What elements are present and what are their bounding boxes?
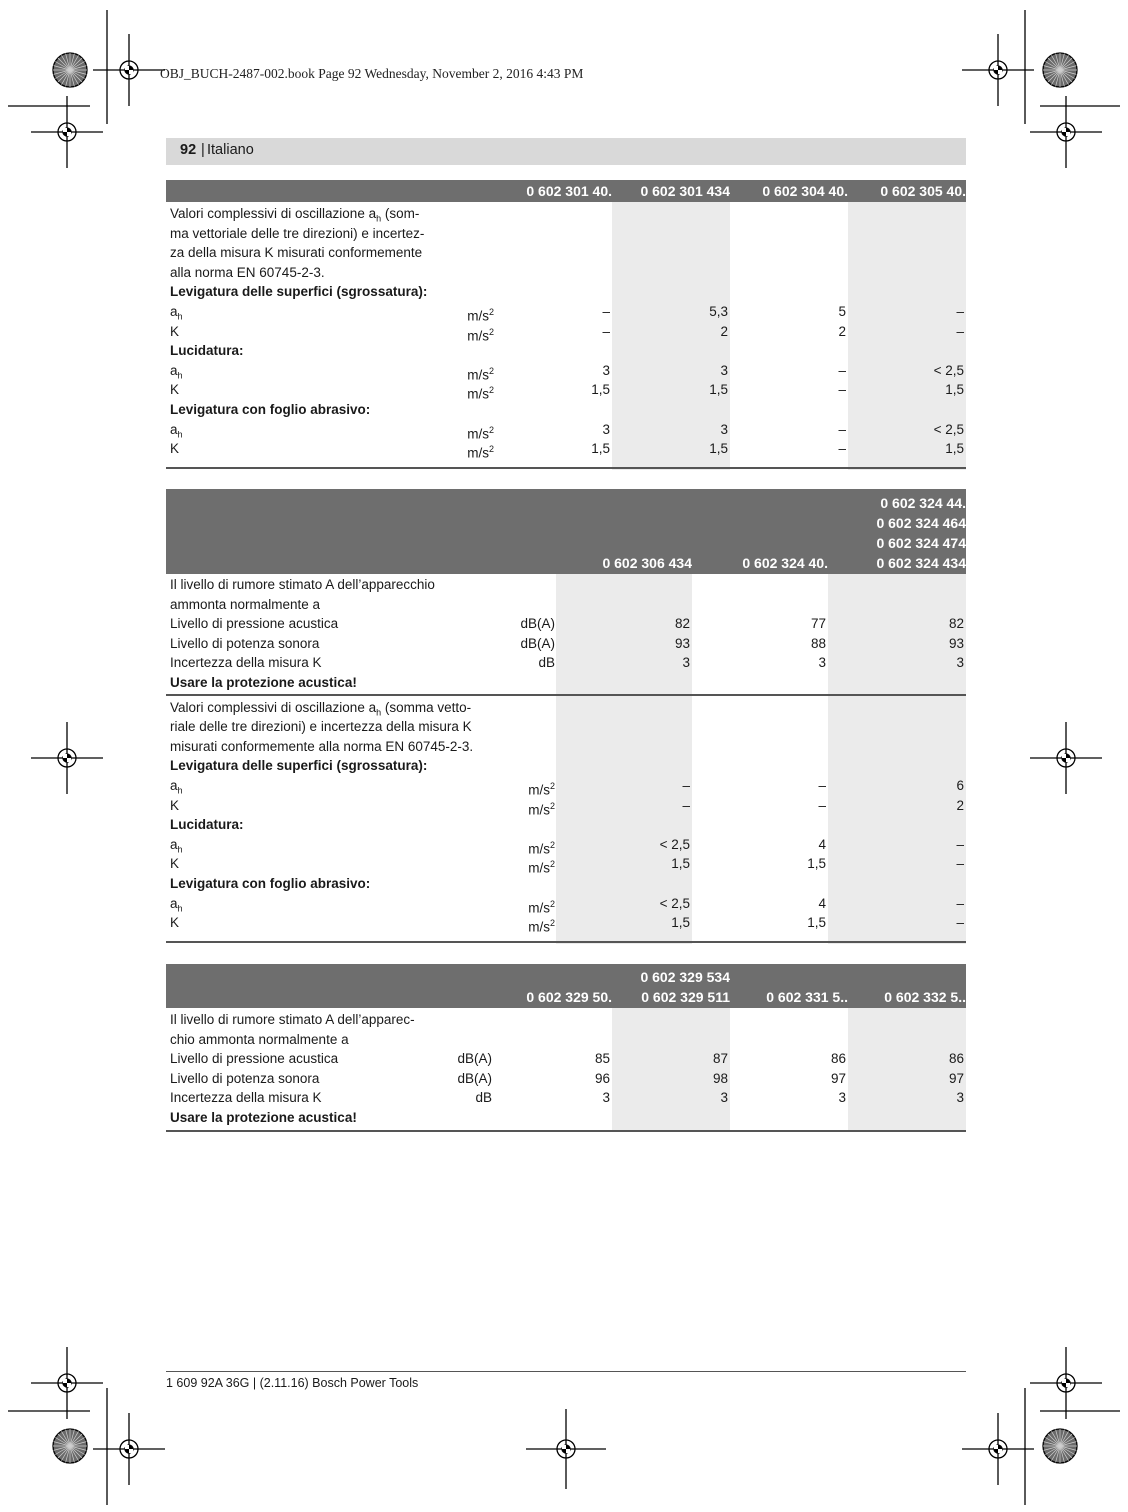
vibration-table-1 [166, 180, 966, 470]
cell-value: 96 [594, 1070, 610, 1086]
superscript: 2 [488, 365, 494, 376]
cell-value: 1,5 [945, 441, 964, 457]
warning-text: Usare la protezione acustica! [170, 675, 357, 690]
cell-value: – [956, 895, 964, 911]
cell-value: 3 [956, 655, 964, 671]
cell-value: 3 [720, 421, 728, 437]
row-label: Livello di potenza sonora [170, 1070, 320, 1086]
column-header: 0 602 324 474 [876, 535, 966, 551]
symbol: a [170, 895, 178, 911]
table-row [166, 673, 966, 693]
cell-value: 2 [838, 323, 846, 339]
symbol: a [170, 836, 178, 852]
table-row [166, 243, 966, 263]
header-language: Italiano [207, 142, 254, 158]
symbol: a [170, 304, 178, 319]
table-row [166, 322, 966, 342]
unit [467, 439, 494, 459]
symbol: K [170, 856, 180, 872]
table-row [166, 835, 966, 855]
cell-value: 6 [956, 778, 964, 793]
cell-value: – [956, 304, 964, 319]
cell-value: 1,5 [671, 915, 690, 931]
subscript: h [177, 785, 183, 796]
table-rule [166, 941, 966, 943]
symbol: K [170, 915, 180, 931]
table-row [166, 263, 966, 283]
unit [467, 322, 494, 342]
superscript: 2 [488, 307, 494, 317]
subscript: h [376, 707, 382, 718]
unit-text: m/s [467, 328, 489, 344]
cell-value: – [838, 441, 846, 457]
cell-value: 4 [818, 836, 826, 852]
group-title: Levigatura delle superfici (sgrossatura): [170, 284, 428, 300]
symbol: a [170, 421, 178, 437]
subscript: h [177, 844, 183, 855]
cell-value: – [956, 323, 964, 339]
table-row [166, 595, 966, 615]
column-header: 0 602 329 50. [526, 989, 612, 1005]
cell-value: – [818, 778, 826, 793]
row-label: Incertezza della misura K [170, 1090, 322, 1106]
cell-value: 98 [712, 1070, 728, 1086]
row-label [170, 835, 183, 855]
table-row [166, 698, 966, 718]
row-label [170, 894, 183, 914]
column-header: 0 602 332 5.. [884, 989, 966, 1005]
table-row [166, 224, 966, 244]
unit [528, 894, 555, 914]
footer-rule [166, 1371, 966, 1372]
cell-value: 85 [594, 1051, 610, 1067]
unit-text: m/s [528, 782, 550, 798]
unit [467, 361, 494, 381]
table-row [166, 717, 966, 737]
cell-value: 3 [838, 1090, 846, 1106]
table-rule [166, 1130, 966, 1132]
table-row [166, 420, 966, 440]
group-title: Levigatura con foglio abrasivo: [170, 402, 371, 417]
cell-value: 2 [720, 323, 728, 339]
noise-table-3 [166, 964, 966, 1132]
superscript: 2 [549, 918, 555, 929]
unit: dB [538, 655, 555, 671]
table-row [166, 634, 966, 654]
superscript: 2 [549, 898, 555, 909]
cell-value: 1,5 [709, 382, 728, 398]
intro-text-part: Valori complessivi di oscillazione a [170, 699, 377, 715]
intro-text: chio ammonta normalmente a [170, 1031, 349, 1047]
row-label [170, 322, 179, 342]
row-label [170, 420, 183, 440]
cell-value: 1,5 [807, 856, 826, 872]
cell-value: – [682, 778, 690, 793]
column-header: 0 602 324 434 [876, 555, 966, 571]
column-header: 0 602 304 40. [762, 183, 848, 199]
row-label [170, 361, 183, 381]
table-row [166, 302, 966, 322]
superscript: 2 [549, 859, 555, 870]
footer-text: 1 609 92A 36G | (2.11.16) Bosch Power Tools [166, 1376, 419, 1390]
group-title: Lucidatura: [170, 343, 244, 359]
cell-value: 86 [830, 1051, 846, 1067]
table-row [166, 756, 966, 776]
table-row [166, 439, 966, 459]
cell-value: 97 [948, 1070, 964, 1086]
unit: dB(A) [520, 616, 555, 632]
intro-text: Il livello di rumore stimato A dell’apparecchio [170, 577, 435, 592]
cell-value: 97 [830, 1070, 846, 1086]
table-row [166, 400, 966, 420]
column-header: 0 602 324 44. [880, 495, 966, 511]
intro-text: alla norma EN 60745-2-3. [170, 264, 325, 280]
group-title: Levigatura delle superfici (sgrossatura): [170, 758, 428, 774]
page-header-bar [166, 138, 966, 165]
cell-value: – [956, 915, 964, 931]
row-label [170, 913, 179, 933]
table-row [166, 361, 966, 381]
subscript: h [177, 903, 183, 914]
row-label: Livello di pressione acustica [170, 616, 339, 632]
cell-value: 93 [948, 635, 964, 651]
cell-value: – [602, 304, 610, 319]
table-row [166, 894, 966, 914]
cell-value: 3 [602, 421, 610, 437]
table-row [166, 1010, 966, 1030]
table-row [166, 874, 966, 894]
column-header: 0 602 329 534 [640, 969, 730, 985]
column-header: 0 602 324 464 [876, 515, 966, 531]
unit [528, 854, 555, 874]
cell-value: – [838, 382, 846, 398]
unit-text: m/s [467, 386, 489, 402]
row-label [170, 302, 183, 322]
intro-text [170, 204, 419, 224]
row-label: Livello di potenza sonora [170, 635, 320, 651]
superscript: 2 [488, 424, 494, 435]
row-label: Livello di pressione acustica [170, 1051, 339, 1067]
symbol: K [170, 441, 180, 457]
cell-value: < 2,5 [659, 836, 690, 852]
cell-value: 82 [674, 616, 690, 632]
subscript: h [177, 370, 183, 381]
row-label [170, 854, 179, 874]
unit-text: m/s [528, 919, 550, 935]
cell-value: 88 [810, 635, 826, 651]
intro-text-part: (somma vetto- [381, 699, 472, 715]
table-row [166, 341, 966, 361]
superscript: 2 [549, 781, 555, 791]
symbol: K [170, 382, 180, 398]
cell-value: – [682, 797, 690, 813]
intro-text: misurati conformemente alla norma EN 60745-2-3. [170, 738, 474, 754]
intro-text [170, 698, 471, 718]
cell-value: – [818, 797, 826, 813]
unit: dB(A) [520, 635, 555, 651]
unit-text: m/s [528, 802, 550, 818]
cell-value: 1,5 [945, 382, 964, 398]
unit: dB [475, 1090, 492, 1106]
cell-value: 3 [682, 655, 690, 671]
unit [467, 420, 494, 440]
column-header: 0 602 306 434 [602, 555, 692, 571]
subscript: h [177, 429, 183, 440]
table-row [166, 815, 966, 835]
unit-text: m/s [467, 308, 489, 324]
unit [467, 380, 494, 400]
cell-value: – [838, 421, 846, 437]
table-row [166, 1108, 966, 1128]
unit-text: m/s [467, 426, 489, 442]
table-row [166, 1049, 966, 1069]
row-label [170, 439, 179, 459]
unit [528, 776, 555, 796]
cell-value: 1,5 [709, 441, 728, 457]
unit [467, 302, 494, 322]
unit-text: m/s [528, 841, 550, 857]
subscript: h [376, 213, 382, 224]
table-row [166, 796, 966, 816]
table-header [166, 489, 966, 574]
unit [528, 835, 555, 855]
intro-text-part: Valori complessivi di oscillazione a [170, 206, 377, 221]
superscript: 2 [549, 839, 555, 850]
table-row [166, 913, 966, 933]
table-row [166, 614, 966, 634]
cell-value: – [956, 856, 964, 872]
cell-value: 1,5 [591, 441, 610, 457]
column-header: 0 602 301 40. [526, 183, 612, 199]
noise-vibration-table-2 [166, 489, 966, 944]
cell-value: – [602, 323, 610, 339]
cell-value: 3 [818, 655, 826, 671]
cell-value: 1,5 [807, 915, 826, 931]
unit: dB(A) [457, 1070, 492, 1086]
intro-text-part: (som- [381, 206, 420, 221]
column-header: 0 602 305 40. [880, 183, 966, 199]
row-label [170, 796, 179, 816]
superscript: 2 [488, 326, 494, 337]
table-row [166, 653, 966, 673]
cell-value: 93 [674, 635, 690, 651]
table-row [166, 776, 966, 796]
cell-value: – [956, 836, 964, 852]
intro-text: za della misura K misurati conformemente [170, 245, 423, 261]
cell-value: 2 [956, 797, 964, 813]
unit [528, 796, 555, 816]
unit-text: m/s [467, 367, 489, 383]
cell-value: 86 [948, 1051, 964, 1067]
row-label: Incertezza della misura K [170, 655, 322, 671]
subscript: h [177, 311, 183, 322]
intro-text: riale delle tre direzioni) e incertezza della misura K [170, 719, 472, 735]
unit-text: m/s [528, 900, 550, 916]
column-header: 0 602 331 5.. [766, 989, 848, 1005]
symbol: K [170, 323, 180, 339]
table-row [166, 282, 966, 302]
unit: dB(A) [457, 1051, 492, 1067]
symbol: a [170, 778, 178, 793]
cell-value: 82 [948, 616, 964, 632]
table-row [166, 575, 966, 595]
intro-text: ammonta normalmente a [170, 596, 321, 612]
column-header: 0 602 324 40. [742, 555, 828, 571]
table-rule [166, 694, 966, 696]
unit-text: m/s [467, 445, 489, 461]
cell-value: 3 [602, 1090, 610, 1106]
column-header: 0 602 329 511 [641, 989, 730, 1005]
cell-value: < 2,5 [933, 421, 964, 437]
column-header: 0 602 301 434 [640, 183, 730, 199]
symbol: a [170, 362, 178, 378]
print-header: OBJ_BUCH-2487-002.book Page 92 Wednesday, November 2, 2016 4:43 PM [160, 66, 584, 81]
cell-value: 3 [720, 1090, 728, 1106]
group-title: Lucidatura: [170, 817, 244, 833]
cell-value: 3 [956, 1090, 964, 1106]
superscript: 2 [549, 800, 555, 811]
cell-value: < 2,5 [659, 895, 690, 911]
cell-value: 4 [818, 895, 826, 911]
header-separator: | [201, 142, 205, 158]
unit [528, 913, 555, 933]
cell-value: 3 [602, 362, 610, 378]
group-title: Levigatura con foglio abrasivo: [170, 876, 371, 891]
cell-value: 87 [712, 1051, 728, 1067]
cell-value: 3 [720, 362, 728, 378]
cell-value: 5,3 [709, 304, 728, 319]
cell-value: 1,5 [591, 382, 610, 398]
page-number: 92 [180, 142, 197, 158]
intro-text: Il livello di rumore stimato A dell’apparec- [170, 1012, 415, 1027]
cell-value: < 2,5 [933, 362, 964, 378]
table-rule [166, 467, 966, 469]
table-row [166, 380, 966, 400]
row-label [170, 380, 179, 400]
symbol: K [170, 797, 180, 813]
cell-value: 77 [810, 616, 826, 632]
table-row [166, 1088, 966, 1108]
cell-value: 5 [838, 304, 846, 319]
unit-text: m/s [528, 860, 550, 876]
table-row [166, 737, 966, 757]
cell-value: 1,5 [671, 856, 690, 872]
superscript: 2 [488, 444, 494, 455]
row-label [170, 776, 183, 796]
table-row [166, 1069, 966, 1089]
cell-value: – [838, 362, 846, 378]
warning-text: Usare la protezione acustica! [170, 1110, 357, 1125]
table-row [166, 204, 966, 224]
table-row [166, 1030, 966, 1050]
intro-text: ma vettoriale delle tre direzioni) e incertez- [170, 225, 425, 241]
superscript: 2 [488, 385, 494, 396]
table-row [166, 854, 966, 874]
